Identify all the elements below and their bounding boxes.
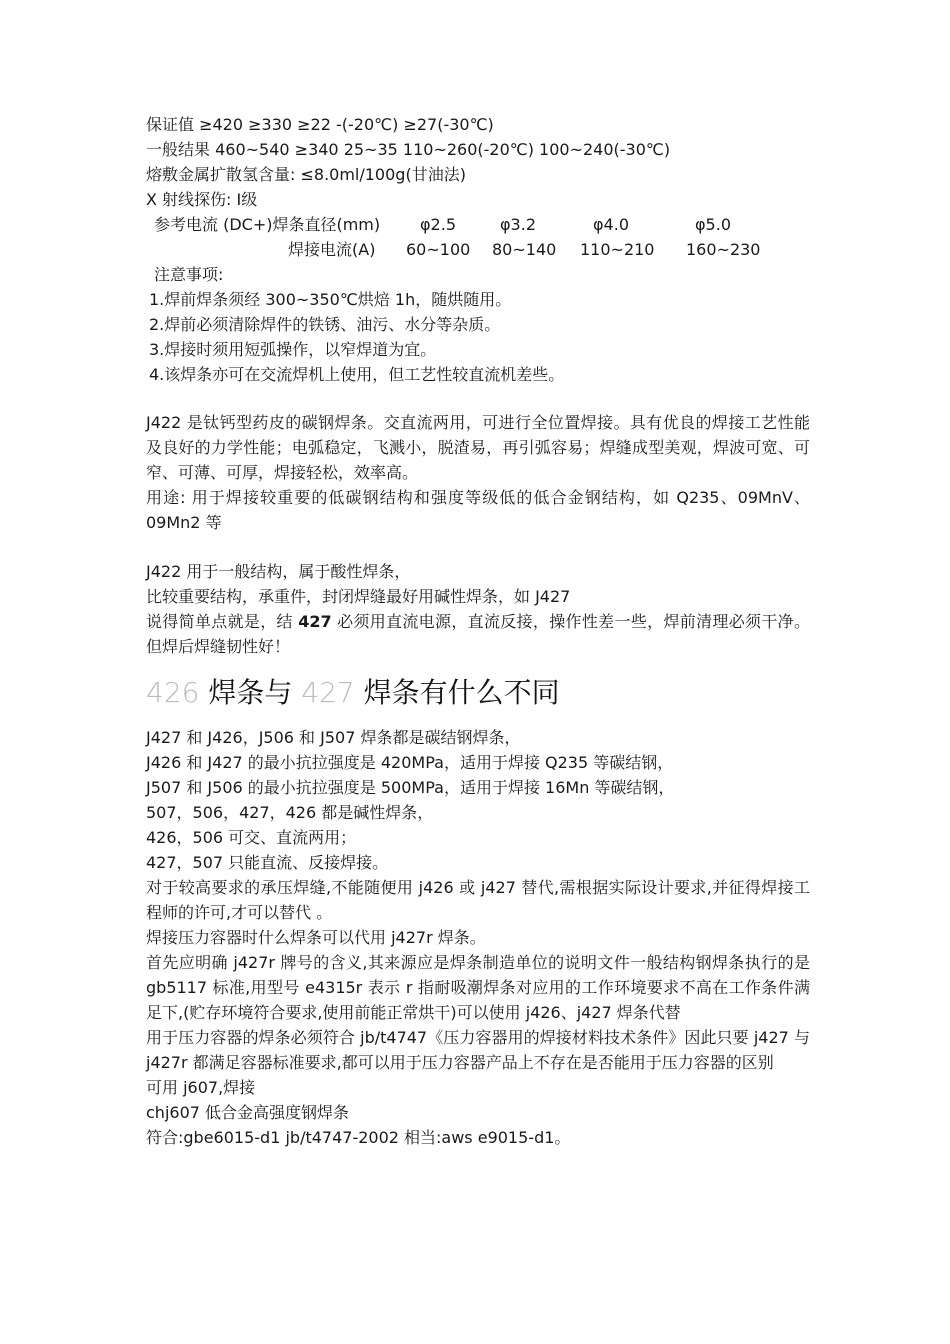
section-heading [146,673,810,713]
table-cell: 参考电流 (DC+)焊条直径(mm) [154,215,381,234]
body-paragraph: 对于较高要求的承压焊缝,不能随便用 j426 或 j427 替代,需根据实际设计要求,并征得焊接工程师的许可,才可以替代 。 [146,878,810,922]
spec-guaranteed-line: 保证值 ≥420 ≥330 ≥22 -(-20℃) ≥27(-30℃) [146,115,494,134]
j422-usage: 用途: 用于焊接较重要的低碳钢结构和强度等级低的低合金钢结构，如 Q235、09MnV、09Mn2 等 [146,488,810,532]
notes-item: 1.焊前焊条须经 300~350℃烘焙 1h，随烘随用。 [149,290,512,309]
compare-line-1: J422 用于一般结构，属于酸性焊条， [146,562,411,581]
table-cell: φ2.5 [420,215,456,234]
body-line: J427 和 J426，J506 和 J507 焊条都是碳结钢焊条， [146,728,521,747]
body-paragraph: 首先应明确 j427r 牌号的含义,其来源应是焊条制造单位的说明文件一般结构钢焊条执行的是 gb5117 标准,用型号 e4315r 表示 r 指耐吸潮焊条对应用的工作环境要求不高在工作条件满足下,(贮存环境符合要求,使用前能正常烘干)可以使用 j426、j427 焊条代替 [146,953,810,1022]
table-cell: 60~100 [406,240,471,259]
table-cell: 110~210 [580,240,655,259]
spec-result-line: 一般结果 460~540 ≥340 25~35 110~260(-20℃) 100~240(-30℃) [146,140,671,159]
body-line: 焊接压力容器时什么焊条可以代用 j427r 焊条。 [146,928,486,947]
table-cell: φ5.0 [695,215,731,234]
compare-text: 说得简单点就是，结 [146,612,299,631]
body-line: 可用 j607,焊接 [146,1078,256,1097]
table-cell: φ3.2 [500,215,536,234]
body-line: J507 和 J506 的最小抗拉强度是 500MPa，适用于焊接 16Mn 等碳结钢， [146,778,675,797]
j422-description: J422 是钛钙型药皮的碳钢焊条。交直流两用，可进行全位置焊接。具有优良的焊接工艺性能及良好的力学性能；电弧稳定，飞溅小，脱渣易，再引弧容易；焊缝成型美观，焊波可宽、可窄、可薄、可厚，焊接轻松，效率高。 [146,413,810,482]
heading-number: 426 [146,676,200,709]
spec-hydrogen-line: 熔敷金属扩散氢含量: ≤8.0ml/100g(甘油法) [146,165,466,184]
table-cell: φ4.0 [593,215,629,234]
body-line: chj607 低合金高强度钢焊条 [146,1103,350,1122]
body-line: 符合:gbe6015-d1 jb/t4747-2002 相当:aws e9015-d1。 [146,1128,571,1147]
compare-line-2: 比较重要结构，承重件，封闭焊缝最好用碱性焊条，如 J427 [146,587,571,606]
spec-xray-line: X 射线探伤: Ⅰ级 [146,190,258,209]
heading-number: 427 [301,676,355,709]
notes-item: 3.焊接时须用短弧操作，以窄焊道为宜。 [149,340,437,359]
body-line: 426，506 可交、直流两用； [146,828,357,847]
compare-line-3 [146,609,810,659]
document-page [146,112,810,1150]
heading-text: 焊条有什么不同 [354,676,560,709]
table-cell: 80~140 [492,240,557,259]
body-line: 507，506，427，426 都是碱性焊条， [146,803,434,822]
body-line: J426 和 J427 的最小抗拉强度是 420MPa，适用于焊接 Q235 等碳结钢， [146,753,674,772]
heading-text: 焊条与 [199,676,302,709]
compare-bold-text: 427 [298,612,332,631]
notes-item: 4.该焊条亦可在交流焊机上使用，但工艺性较直流机差些。 [149,365,565,384]
table-cell: 焊接电流(A) [288,240,376,259]
table-cell: 160~230 [686,240,761,259]
spacer [146,535,810,559]
current-table-row-values [146,237,810,262]
spacer [146,387,810,410]
body-line: 427，507 只能直流、反接焊接。 [146,853,389,872]
body-paragraph: 用于压力容器的焊条必须符合 jb/t4747《压力容器用的焊接材料技术条件》因此只要 j427 与 j427r 都满足容器标准要求,都可以用于压力容器产品上不存在是否能用于压力容器的区别 [146,1028,810,1072]
notes-item: 2.焊前必须清除焊件的铁锈、油污、水分等杂质。 [149,315,501,334]
compare-text: 必须用直流电源，直流反接，操作性差一些，焊前清理必须干净。但焊后焊缝韧性好！ [146,612,810,656]
notes-title: 注意事项: [154,265,224,284]
current-table-row-header [146,212,810,237]
